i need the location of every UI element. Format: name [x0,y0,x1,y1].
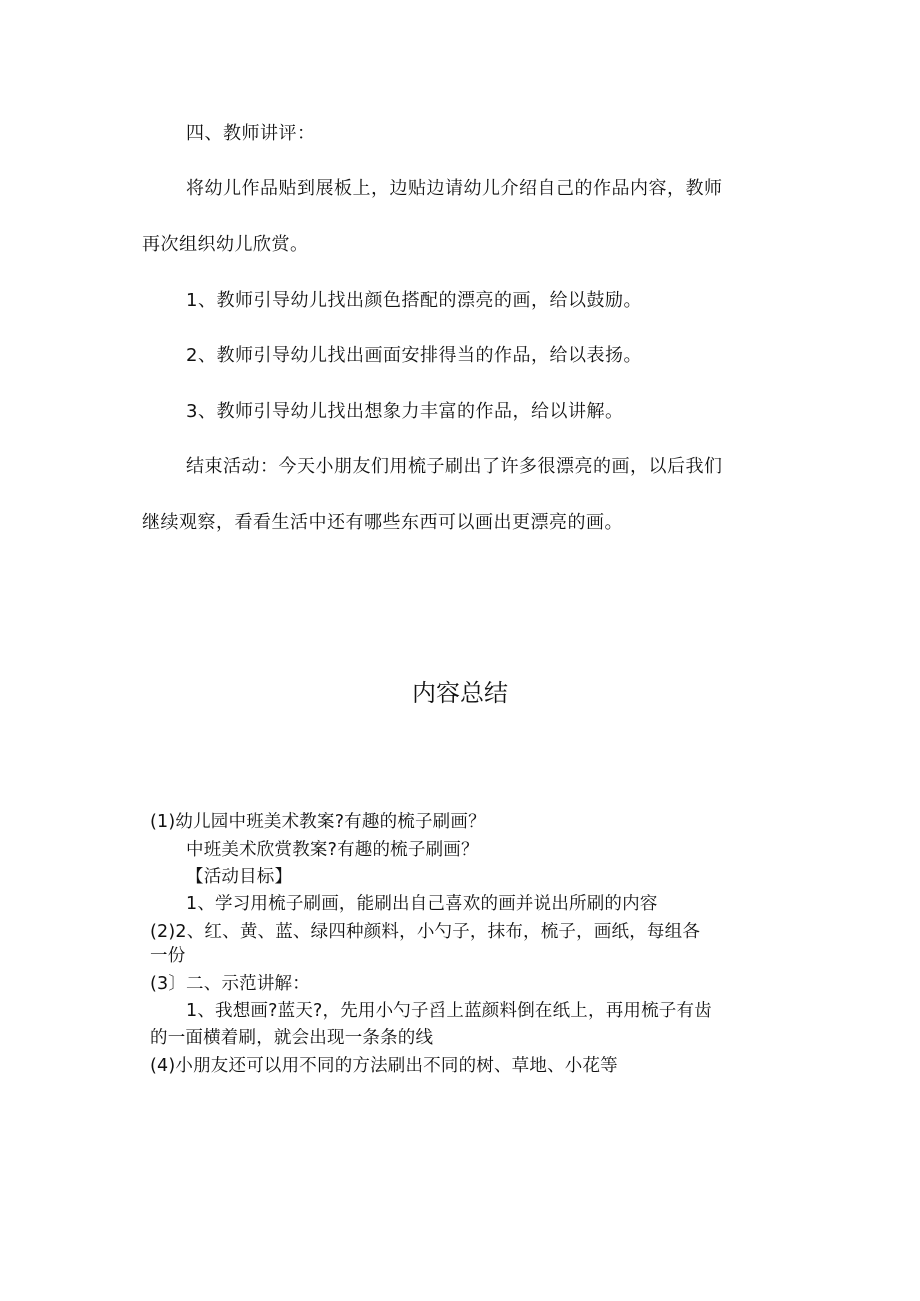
summary-title: 内容总结 [412,679,508,707]
summary-line: (3〕二、示范讲解： [150,974,310,994]
list-item: 3、教师引导幼儿找出想象力丰富的作品，给以讲解。 [186,401,624,422]
summary-line: 一份 [150,946,186,966]
list-item: 2、教师引导幼儿找出画面安排得当的作品，给以表扬。 [186,345,642,366]
list-item: 1、教师引导幼儿找出颜色搭配的漂亮的画，给以鼓励。 [186,290,642,311]
summary-line: 中班美术欣赏教案?有趣的梳子刷画？ [186,840,479,860]
section-heading: 四、教师讲评： [186,123,316,144]
paragraph-line: 结束活动：今天小朋友们用梳子刷出了许多很漂亮的画，以后我们 [186,456,723,477]
summary-line: (4)小朋友还可以用不同的方法刷出不同的树、草地、小花等 [150,1056,618,1076]
summary-line: 1、我想画?蓝天?，先用小勺子舀上蓝颜料倒在纸上，再用梳子有齿 [186,1001,712,1021]
summary-line: (1)幼儿园中班美术教案?有趣的梳子刷画？ [150,812,486,832]
paragraph-line: 继续观察，看看生活中还有哪些东西可以画出更漂亮的画。 [142,512,623,533]
summary-line: 1、学习用梳子刷画，能刷出自己喜欢的画并说出所刷的内容 [186,894,658,914]
paragraph-line: 再次组织幼儿欣赏。 [142,234,309,255]
summary-line: 的一面横着刷，就会出现一条条的线 [150,1028,434,1048]
summary-line: (2)2、红、黄、蓝、绿四种颜料，小勺子，抹布，梳子，画纸，每组各 [150,922,701,942]
paragraph-line: 将幼儿作品贴到展板上，边贴边请幼儿介绍自己的作品内容，教师 [186,178,723,199]
summary-line: 【活动目标】 [186,867,293,887]
